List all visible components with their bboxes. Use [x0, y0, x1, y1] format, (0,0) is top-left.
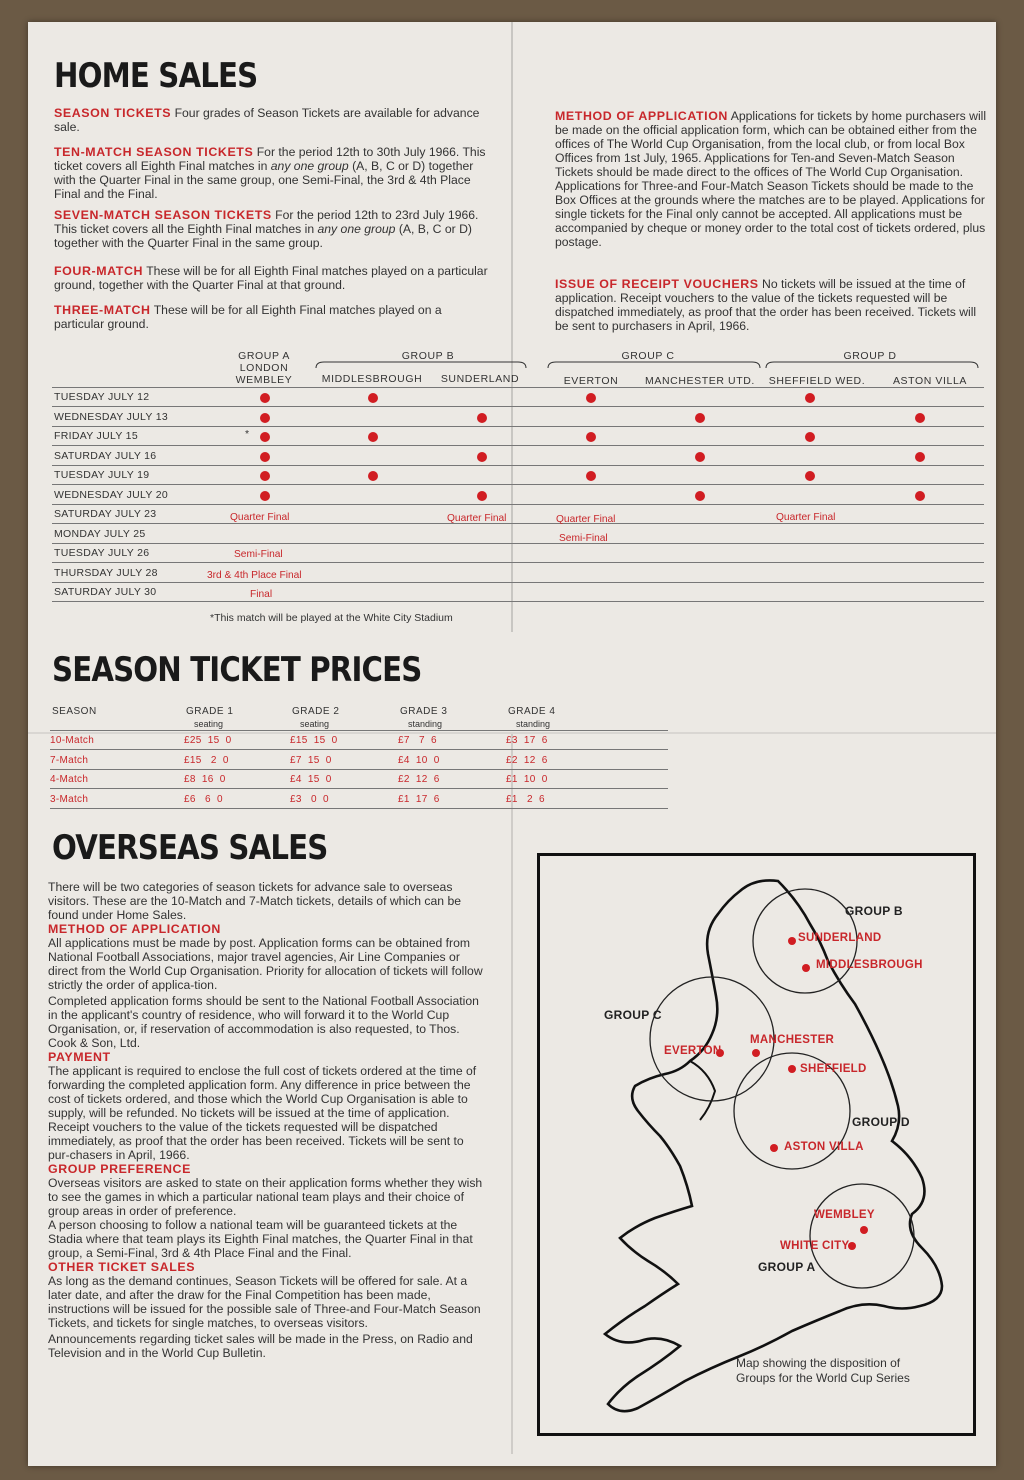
- group-d-bracket: [766, 362, 978, 368]
- match-dot: [915, 452, 925, 462]
- section-heading: ISSUE OF RECEIPT VOUCHERS: [555, 277, 759, 291]
- price-cell: £25 15 0: [184, 735, 232, 746]
- price-cell: £1 2 6: [506, 793, 545, 805]
- paragraph-text: The applicant is required to enclose the full cost of tickets ordered at the time of forwarding the completed application form. Any difference in price between the cost of tickets ordered, and those which the World Cup Organisation is able to supply, will be refunded. No tickets will be issued at the time of application. Receipt vouchers to the value of the tickets requested will be dispatched immediately, as proof that the order has been received. Tickets will be sent to pur-chasers in April, 1966.: [48, 1064, 477, 1162]
- schedule-day-label: MONDAY JULY 25: [54, 527, 146, 540]
- match-dot: [260, 393, 270, 403]
- price-row-label: 7-Match: [50, 754, 89, 766]
- city-marker: [860, 1226, 868, 1234]
- ground-header: ASTON VILLA: [892, 375, 968, 387]
- overseas-title: OVERSEAS SALES: [52, 828, 328, 868]
- schedule-day-label: WEDNESDAY JULY 13: [54, 410, 169, 423]
- ground-header: MANCHESTER UTD.: [645, 375, 755, 387]
- season-column-header: SEASON: [52, 706, 97, 717]
- city-marker: [788, 1065, 796, 1073]
- schedule-row-rule: [52, 523, 984, 524]
- stage-label: Quarter Final: [556, 514, 616, 525]
- city-label: MIDDLESBROUGH: [816, 959, 923, 971]
- group-a-map-label: GROUP A: [758, 1260, 816, 1274]
- match-dot: [695, 413, 705, 423]
- section-heading: TEN-MATCH SEASON TICKETS: [54, 145, 254, 159]
- grade-type: seating: [194, 719, 224, 729]
- price-cell: £1 10 0: [506, 774, 548, 785]
- schedule-day-label: FRIDAY JULY 15: [54, 430, 138, 442]
- city-marker: [802, 964, 810, 972]
- price-cell: £7 15 0: [290, 754, 332, 766]
- schedule-row-rule: [52, 504, 984, 505]
- group-b-header: GROUP B: [401, 350, 455, 362]
- price-cell: £2 12 6: [398, 774, 440, 785]
- match-dot: [915, 413, 925, 423]
- schedule-row-rule: [52, 426, 984, 427]
- section-heading: SEVEN-MATCH SEASON TICKETS: [54, 208, 272, 222]
- match-dot: [695, 491, 705, 501]
- paragraph-text: Four grades of Season Tickets are available for advance sale.: [54, 106, 480, 134]
- match-dot: [805, 432, 815, 442]
- paragraph-emphasis: any one group: [270, 159, 349, 173]
- section-heading: SEASON TICKETS: [54, 106, 172, 120]
- match-dot: [368, 393, 378, 403]
- city-label: SHEFFIELD: [800, 1063, 867, 1075]
- city-label: WEMBLEY: [814, 1209, 875, 1221]
- price-cell: £6 6 0: [184, 793, 223, 805]
- grade-header: GRADE 2: [292, 706, 340, 717]
- schedule-row-rule: [52, 406, 984, 407]
- price-cell: £1 17 6: [398, 793, 440, 805]
- price-row-label: 10-Match: [50, 735, 95, 746]
- group-b-bracket: [316, 362, 526, 368]
- city-label: ASTON VILLA: [784, 1141, 864, 1153]
- match-dot: [586, 471, 596, 481]
- grade-header: GRADE 3: [400, 706, 448, 717]
- city-label: WHITE CITY: [780, 1240, 850, 1252]
- paragraph-text: Announcements regarding ticket sales will be made in the Press, on Radio and Television and in the World Cup Bulletin.: [48, 1332, 473, 1360]
- schedule-day-label: TUESDAY JULY 26: [54, 547, 150, 559]
- schedule-day-label: SATURDAY JULY 23: [54, 508, 157, 520]
- ground-label: WEMBLEY: [235, 374, 293, 386]
- overseas-body: [48, 880, 484, 1360]
- map-caption: [736, 1356, 910, 1386]
- stage-label: 3rd & 4th Place Final: [207, 570, 302, 581]
- group-b-map-label: GROUP B: [845, 904, 903, 918]
- section-heading: METHOD OF APPLICATION: [48, 922, 221, 936]
- paragraph-text: (A, B, C or D) together with the Quarter Final in the same group.: [54, 222, 472, 250]
- price-cell: £3 17 6: [506, 735, 548, 746]
- schedule-row-rule: [52, 445, 984, 446]
- section-heading: THREE-MATCH: [54, 303, 151, 317]
- paragraph-text: Overseas visitors are asked to state on their application forms whether they wish to see the games in which a particular national team plays and their choice of group areas in order of preference.: [48, 1176, 483, 1218]
- match-dot: [805, 471, 815, 481]
- match-dot: [260, 432, 270, 442]
- ground-label: LONDON: [239, 362, 289, 374]
- match-dot: [586, 432, 596, 442]
- price-cell: £4 15 0: [290, 774, 332, 785]
- ground-header: MIDDLESBROUGH: [321, 373, 423, 385]
- white-city-footnote: *This match will be played at the White City Stadium: [210, 612, 453, 624]
- grade-type: standing: [408, 719, 443, 729]
- overseas-intro: There will be two categories of season tickets for advance sale to overseas visitors. These are the 10-Match and 7-Match tickets, details of which can be found under Home Sales.: [48, 880, 461, 922]
- match-dot: [260, 452, 270, 462]
- schedule-day-label: SATURDAY JULY 16: [54, 449, 157, 462]
- paragraph-text: A person choosing to follow a national team will be guaranteed tickets at the Stadia where that team plays its Eighth Final matches, the Quarter Final in that group, a Semi-Final, 3rd & 4th Place Final and the Final.: [48, 1218, 473, 1260]
- schedule-row-rule: [52, 562, 984, 563]
- match-dot: [695, 452, 705, 462]
- schedule-day-label: WEDNESDAY JULY 20: [54, 488, 169, 501]
- home-sales-title: HOME SALES: [54, 56, 258, 96]
- schedule-top-rule: [52, 387, 984, 388]
- group-a-circle: [810, 1184, 914, 1288]
- price-cell: £2 12 6: [506, 754, 548, 766]
- caption-line: Map showing the disposition of: [736, 1356, 901, 1370]
- paragraph-text: These will be for all Eighth Final matches played on a particular ground, together with the Quarter Final at that ground.: [54, 264, 488, 292]
- coast-detail: [690, 1061, 715, 1120]
- schedule-row-rule: [52, 484, 984, 485]
- schedule-day-label: SATURDAY JULY 30: [54, 586, 157, 598]
- match-dot: [915, 491, 925, 501]
- white-city-asterisk: *: [245, 428, 250, 440]
- match-dot: [368, 432, 378, 442]
- match-dot: [260, 491, 270, 501]
- price-rule: [50, 788, 668, 789]
- england-map-drawing: [540, 856, 973, 1433]
- price-cell: £15 2 0: [184, 754, 229, 766]
- price-cell: £7 7 6: [398, 735, 437, 746]
- match-dot: [260, 413, 270, 423]
- city-label: SUNDERLAND: [798, 932, 882, 944]
- stage-label: Semi-Final: [559, 533, 608, 544]
- match-dot: [368, 471, 378, 481]
- schedule-row-rule: [52, 543, 984, 544]
- paragraph-text: For the period 12th to 23rd July 1966. This ticket covers all the Eighth Final matches in: [54, 208, 479, 236]
- paragraph-text: These will be for all Eighth Final matches played on a particular ground.: [54, 303, 442, 331]
- schedule-row-rule: [52, 582, 984, 583]
- group-d-header: GROUP D: [843, 350, 897, 362]
- schedule-row-rule: [52, 601, 984, 602]
- paragraph-text: For the period 12th to 30th July 1966. This ticket covers all Eighth Final matches in: [54, 145, 486, 173]
- paragraph-emphasis: any one group: [317, 222, 396, 236]
- group-d-map-label: GROUP D: [852, 1115, 910, 1129]
- match-dot: [586, 393, 596, 403]
- schedule-day-label: TUESDAY JULY 19: [54, 469, 150, 481]
- prices-title: SEASON TICKET PRICES: [52, 650, 422, 690]
- match-dot: [805, 393, 815, 403]
- stage-label: Semi-Final: [234, 549, 283, 560]
- schedule-day-label: THURSDAY JULY 28: [54, 566, 158, 579]
- city-label: EVERTON: [664, 1045, 722, 1057]
- stage-label: Quarter Final: [230, 512, 290, 523]
- paragraph-text: As long as the demand continues, Season Tickets will be offered for sale. At a later date, and after the draw for the Final Competition has been made, instructions will be issued for the possible sale of Three-and Four-Match Season Tickets, and tickets for single matches, to overseas visitors.: [48, 1274, 481, 1330]
- section-heading: OTHER TICKET SALES: [48, 1260, 196, 1274]
- paragraph-text: Applications for tickets by home purchasers will be made on the official application form, which can be obtained either from the offices of The World Cup Organisation, from the local club, or from local Box Offices from 1st July, 1965. Applications for Ten-and Seven-Match Season Tickets should be made direct to the offices of The World Cup Organisation. Applications for Three-and Four-Match Season Tickets should be made to the Box Offices at the grounds where the matches are to be played. Applications for single tickets for the Final only cannot be accepted. All applications must be accompanied by cheque or money order to the total cost of tickets ordered, plus postage.: [555, 109, 987, 249]
- city-marker: [788, 937, 796, 945]
- paragraph-text: No tickets will be issued at the time of application. Receipt vouchers to the value of the tickets requested will be dispatched immediately, as proof that the order has been received. Tickets will be sent to purchasers in April, 1966.: [555, 277, 977, 333]
- grade-header: GRADE 4: [508, 706, 556, 717]
- section-heading: METHOD OF APPLICATION: [555, 109, 728, 123]
- grade-header: GRADE 1: [186, 706, 234, 717]
- section-heading: GROUP PREFERENCE: [48, 1162, 191, 1176]
- price-rule: [50, 769, 668, 770]
- grade-type: standing: [516, 719, 551, 729]
- stage-label: Quarter Final: [776, 512, 836, 523]
- caption-line: Groups for the World Cup Series: [736, 1371, 910, 1385]
- match-dot: [477, 491, 487, 501]
- group-c-header: GROUP C: [621, 350, 675, 362]
- grade-type: seating: [300, 719, 330, 729]
- paragraph-text: Completed application forms should be sent to the National Football Association in the applicant's country of residence, who will forward it to the World Cup Organisation, or, if reservation of accommodation is also requested, to Thos. Cook & Son, Ltd.: [48, 994, 479, 1050]
- match-dot: [477, 413, 487, 423]
- map-frame: [537, 853, 976, 1436]
- schedule-day-label: TUESDAY JULY 12: [54, 391, 150, 403]
- ground-header: SHEFFIELD WED.: [768, 375, 866, 387]
- price-rule: [50, 749, 668, 750]
- group-label: GROUP A: [238, 350, 290, 362]
- match-dot: [260, 471, 270, 481]
- price-cell: £8 16 0: [184, 774, 226, 785]
- ground-header: EVERTON: [563, 375, 619, 387]
- price-cell: £4 10 0: [398, 754, 440, 766]
- group-c-bracket: [548, 362, 760, 368]
- group-brackets: [0, 0, 1024, 400]
- city-label: MANCHESTER: [750, 1034, 835, 1046]
- section-heading: FOUR-MATCH: [54, 264, 144, 278]
- stage-label: Final: [250, 589, 273, 600]
- group-c-map-label: GROUP C: [604, 1008, 662, 1022]
- ground-header: SUNDERLAND: [440, 373, 520, 385]
- city-marker: [752, 1049, 760, 1057]
- stage-label: Quarter Final: [447, 513, 507, 524]
- price-rule: [50, 730, 668, 731]
- city-marker: [770, 1144, 778, 1152]
- price-row-label: 4-Match: [50, 774, 89, 785]
- price-cell: £3 0 0: [290, 793, 329, 805]
- match-dot: [477, 452, 487, 462]
- price-rule: [50, 808, 668, 809]
- price-row-label: 3-Match: [50, 793, 89, 805]
- section-heading: PAYMENT: [48, 1050, 111, 1064]
- paragraph-text: (A, B, C or D) together with the Quarter Final in the same group, one Semi-Final, the 3rd & 4th Place Final and the Final.: [54, 159, 474, 201]
- paragraph-text: All applications must be made by post. Application forms can be obtained from National Football Associations, major travel agencies, Air Line Companies or direct from the World Cup Organisation. Priority for allocation of tickets will follow strictly the order of applica-tion.: [48, 936, 483, 992]
- fold-line: [511, 734, 513, 1454]
- price-cell: £15 15 0: [290, 735, 338, 746]
- schedule-row-rule: [52, 465, 984, 466]
